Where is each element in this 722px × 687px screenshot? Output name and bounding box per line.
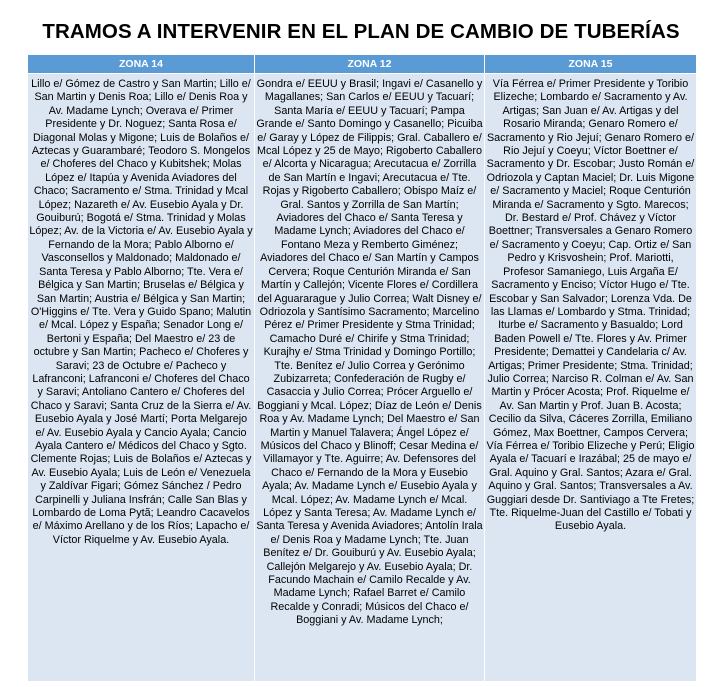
cell-zona-12: Gondra e/ EEUU y Brasil; Ingavi e/ Casanello y Magallanes; San Carlos e/ EEUU y Tacuarí; Santa María e/ EEUU y Tacuarí; Pampa Grande e/ Santo Domingo y Casanello; Picuiba e/ Garay y López de Filippis; Gral. Caballero e/ Mcal López y 25 de Mayo; Rigoberto Caballero e/ Alcorta y Nicaragua; Arecutacua e/ Zorrilla de San Martín e Ingavi; Arecutacua e/ Tte. Rojas y Rigoberto Caballero; Obispo Maíz e/ Gral. Santos y Zorrilla de San Martín; Aviadores del Chaco e/ Santa Teresa y Madame Lynch; Aviadores del Chaco e/ Fontano Meza y Remberto Giménez; Aviadores del Chaco e/ San Martín y Campos Cervera; Roque Centurión Miranda e/ San Martín y Callejón; Vicente Flores e/ Cordillera del Aguararague y Julio Correa; Walt Disney e/ Odriozola y Santísimo Sacramento; Marcelino Pérez e/ Primer Presidente y Stma Trinidad; Camacho Duré e/ Chirife y Stma Trinidad; Kurajhy e/ Stma Trinidad y Domingo Portillo; Tte. Benítez e/ Julio Correa y Gerónimo Zubizarreta; Confederación de Rugby e/ Casaccia y Julio Correa; Prócer Arguello e/ Boggiani y Mcal. López; Díaz de León e/ Denis Roa y Av. Madame Lynch; Del Maestro e/ San Martin y Manuel Talavera; Ángel López e/ Músicos del Chaco y Blinoff; Cesar Medina e/ Villamayor y Tte. Aguirre; Av. Defensores del Chaco e/ Fernando de la Mora y Eusebio Ayala; Av. Madame Lynch e/ Eusebio Ayala y Mcal. López; Av. Madame Lynch e/ Mcal. López y Santa Teresa; Av. Madame Lynch e/ Santa Teresa y Avenida Aviadores; Antolín Irala e/ Denis Roa y Madame Lynch; Tte. Juan Benítez e/ Dr. Gouiburú y Av. Eusebio Ayala; Callejón Melgarejo y Av. Eusebio Ayala; Dr. Facundo Machain e/ Camilo Recalde y Av. Madame Lynch; Rafael Barret e/ Camilo Recalde y Conradi; Músicos del Chaco e/ Boggiani y Av. Madame Lynch; (255, 74, 485, 682)
zones-table (27, 54, 697, 682)
header-zona-14: ZONA 14 (28, 55, 255, 74)
header-zona-15: ZONA 15 (485, 55, 697, 74)
table-header-row (28, 55, 697, 74)
document-title: TRAMOS A INTERVENIR EN EL PLAN DE CAMBIO DE TUBERÍAS (42, 20, 680, 43)
cell-zona-14: Lillo e/ Gómez de Castro y San Martin; Lillo e/ San Martin y Denis Roa; Lillo e/ Denis Roa y Av. Madame Lynch; Overava e/ Primer Presidente y Dr. Noguez; Santa Rosa e/ Diagonal Molas y Migone; Luis de Bolaños e/ Aztecas y Guarambaré; Teodoro S. Mongelos e/ Choferes del Chaco y Kubitshek; Molas López e/ Itapúa y Avenida Aviadores del Chaco; Sacramento e/ Stma. Trinidad y Mcal López; Nazareth e/ Av. Eusebio Ayala y Dr. Gouiburú; Bogotá e/ Stma. Trinidad y Molas López; Av. de la Victoria e/ Av. Eusebio Ayala y Fernando de la Mora; Pablo Alborno e/ Vasconsellos y Maldonado; Maldonado e/ Santa Teresa y Pablo Alborno; Tte. Vera e/ Bélgica y San Martin; Bruselas e/ Bélgica y San Martin; Austria e/ Bélgica y San Martin; O'Higgins e/ Tte. Vera y Guido Spano; Malutin e/ Mcal. López y España; Senador Long e/ Bertoni y España; Del Maestro e/ 23 de octubre y San Martin; Pacheco e/ Choferes y Saravi; 23 de Octubre e/ Pacheco y Lafranconi; Lafranconi e/ Choferes del Chaco y Saravi; Antoliano Cantero e/ Choferes del Chaco y Saravi; Santa Cruz de la Sierra e/ Av. Eusebio Ayala y José Martí; Porta Melgarejo e/ Av. Eusebio Ayala y Cancio Ayala; Cancio Ayala Cantero e/ Médicos del Chaco y Sgto. Clemente Rojas; Luis de Bolaños e/ Aztecas y Av. Eusebio Ayala; Luis de León e/ Venezuela y Zaldívar Figari; Gómez Sánchez / Pedro Carpinelli y Juliana Insfrán; Calle San Blas y Lombardo de Loma Pytã; Leandro Cacavelos e/ Máximo Arellano y de los Ríos; Lapacho e/ Víctor Riquelme y Av. Eusebio Ayala. (28, 74, 255, 682)
header-zona-12: ZONA 12 (255, 55, 485, 74)
cell-zona-15: Vía Férrea e/ Primer Presidente y Toribio Elizeche; Lombardo e/ Sacramento y Av. Artigas; San Juan e/ Av. Artigas y del Rosario Miranda; Genaro Romero e/ Sacramento y Rio Jejuí; Genaro Romero e/ Rio Jejuí y Coeyu; Víctor Boettner e/ Sacramento y Dr. Escobar; Justo Román e/ Odriozola y Captan Maciel; Dr. Luis Migone e/ Sacramento y Maciel; Roque Centurión Miranda e/ Sacramento y Sgto. Marecos; Dr. Bestard e/ Prof. Chávez y Víctor Boettner; Transversales a Genaro Romero e/ Sacramento y Coeyu; Cap. Ortiz e/ San Pedro y Krisvoshein; Prof. Mariotti, Profesor Samaniego, Luis Argaña E/ Sacramento y Enciso; Víctor Hugo e/ Tte. Escobar y San Salvador; Lorenza Vda. De las Llamas e/ Lombardo y Stma. Trinidad; Iturbe e/ Sacramento y Basualdo; Lord Baden Powell e/ Tte. Flores y Av. Primer Presidente; Demattei y Candelaria c/ Av. Artigas; Primer Presidente; Stma. Trinidad; Julio Correa; Narciso R. Colman e/ Av. San Martin y Prócer Acosta; Prof. Riquelme e/ Av. San Martin y Prof. Juan B. Acosta; Cecilio da Silva, Cáceres Zorrilla, Emiliano Gómez, Max Boettner, Campos Cervera; Vía Férrea e/ Toribio Elizeche y Perú; Eligio Ayala e/ Tacuarí e Irazábal; 25 de mayo e/ Gral. Aquino y Gral. Santos; Azara e/ Gral. Aquino y Gral. Santos; Transversales a Av. Guggiari desde Dr. Santiviago a Tte Fretes; Tte. Riquelme-Juan del Castillo e/ Tobati y Eusebio Ayala. (485, 74, 697, 682)
table-row (28, 74, 697, 682)
